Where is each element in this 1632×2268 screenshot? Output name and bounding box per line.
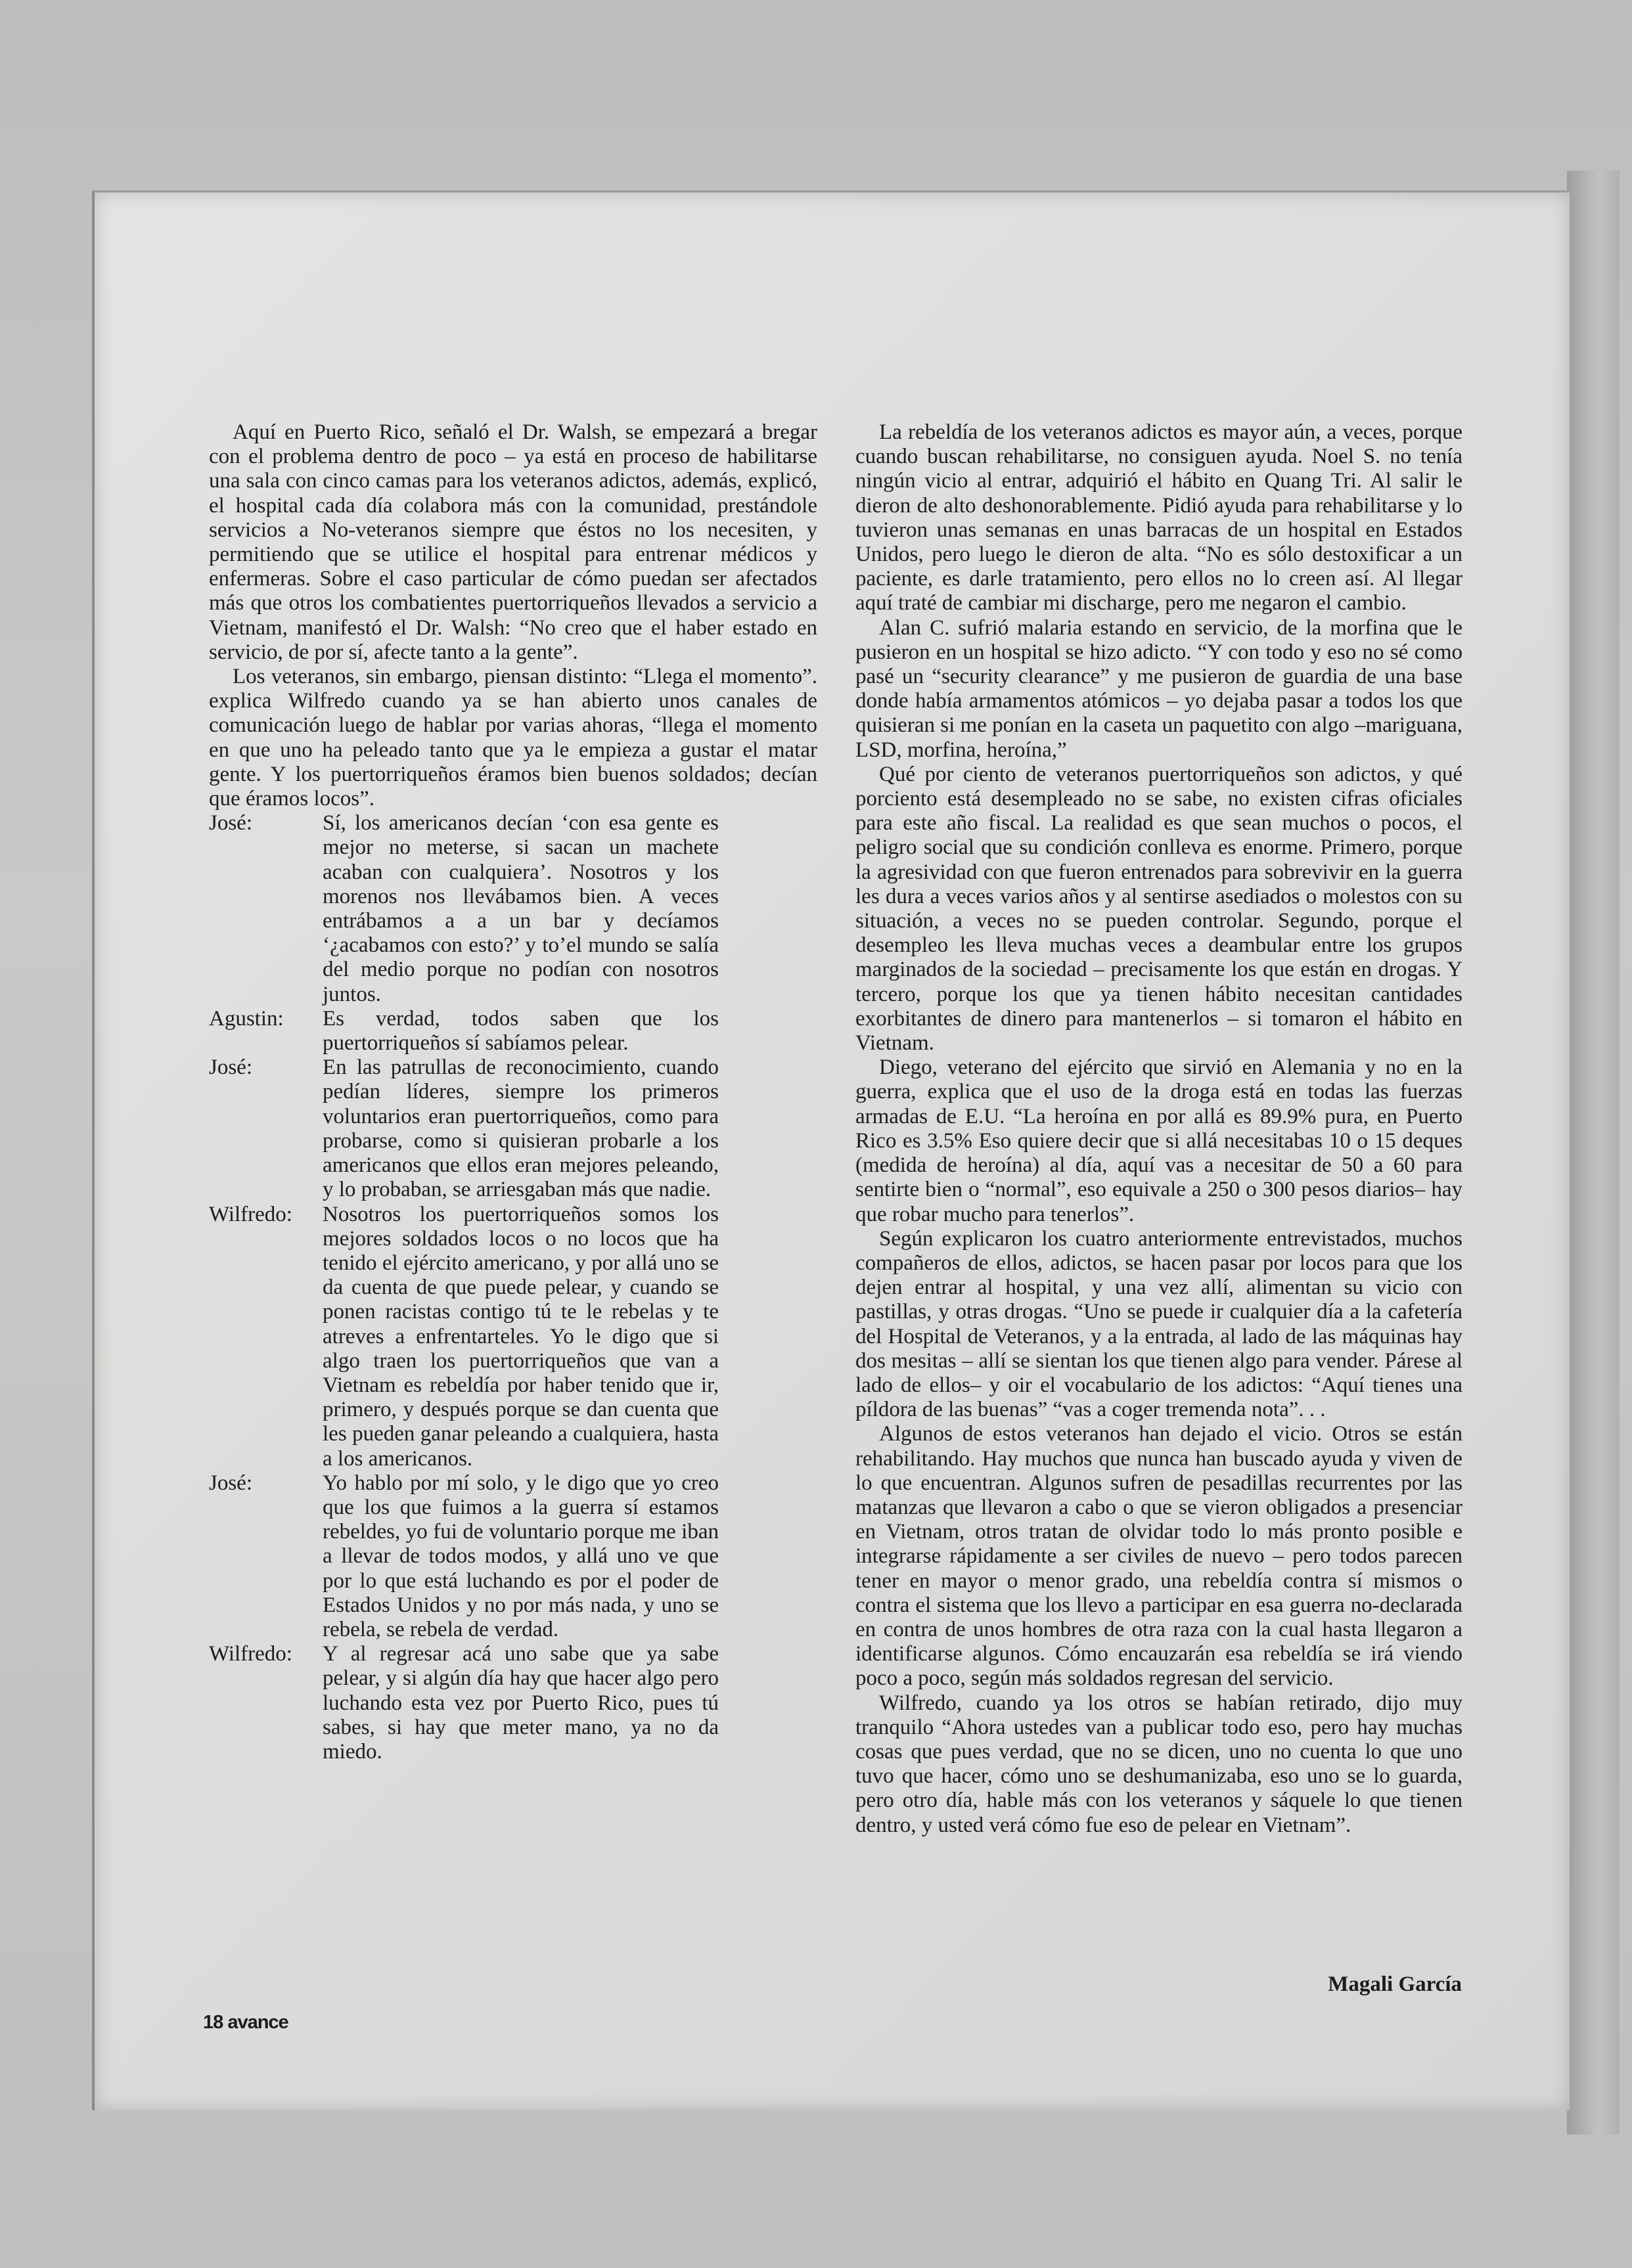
page-footer: 18 avance xyxy=(203,2012,288,2033)
dialogue-turn xyxy=(209,1203,817,1471)
speaker-text: Sí, los americanos decían ‘con esa gente es mejor no meterse, si sacan un machete acaban con cualquiera’. Nosotros y los morenos nos llevábamos bien. A veces entrábamos a a un bar y decíamos ‘¿acabamos con esto?’ y to’el mundo se salía del medio porque no podían con nosotros juntos. xyxy=(323,811,719,1006)
speaker-name: José: xyxy=(209,1471,252,1495)
speaker-text: Nosotros los puertorriqueños somos los mejores soldados locos o no locos que ha tenido el ejército americano, y por allá uno se da cuenta de que puede pelear, y cuando se ponen racistas contigo tú te le rebelas y te atreves a enfrentarteles. Yo le digo que si algo traen los puertorriqueños que van a Vietnam es rebeldía por haber tenido que ir, primero, y después porque se dan cuenta que les pueden ganar peleando a cualquiera, hasta a los americanos. xyxy=(323,1202,719,1471)
speaker-text: Y al regresar acá uno sabe que ya sabe pelear, y si algún día hay que hacer algo pero luchando esta vez por Puerto Rico, pues tú sabes, si hay que meter mano, ya no da miedo. xyxy=(323,1642,719,1764)
paragraph-walsh: Aquí en Puerto Rico, señaló el Dr. Walsh, se empezará a bregar con el problema dentro de poco – ya está en proceso de habilitarse una sala con cinco camas para los veteranos adictos, además, explicó, el hospital cada día colabora más con la comunidad, prestándole servicios a No-veteranos siempre que éstos no los necesiten, y permitiendo que se utilice el hospital para entrenar médicos y enfermeras. Sobre el caso particular de cómo puedan ser afectados más que otros los combatientes puertorriqueños llevados a servicio a Vietnam, manifestó el Dr. Walsh: “No creo que el haber estado en servicio, de por sí, afecte tanto a la gente”. xyxy=(209,420,817,664)
left-column xyxy=(209,420,817,1764)
speaker-text: En las patrullas de reconocimiento, cuando pedían líderes, siempre los primeros voluntarios eran puertorriqueños, como para probarse, como si quisieran probarle a los americanos que ellos eran mejores peleando, y lo probaban, se arriesgaban más que nadie. xyxy=(323,1056,719,1202)
paragraph-wilfredo-closing: Wilfredo, cuando ya los otros se habían retirado, dijo muy tranquilo “Ahora ustedes van a publicar todo eso, pero hay muchas cosas que pues verdad, que no se dicen, uno no cuenta lo que uno tuvo que hacer, cómo uno se deshumanizaba, eso uno se lo guarda, pero otro día, hable más con los veteranos y sáquele lo que tienen dentro, y usted verá cómo fue eso de pelear en Vietnam”. xyxy=(855,1691,1462,1837)
dialogue-turn xyxy=(209,1056,817,1202)
dialogue-turn xyxy=(209,1471,817,1642)
paragraph-hospital: Según explicaron los cuatro anteriormente entrevistados, muchos compañeros de ellos, adictos, se hacen pasar por locos para que los dejen entrar al hospital, y una vez allí, alimentan su vicio con pastillas, y otras drogas. “Uno se puede ir cualquier día a la cafetería del Hospital de Veteranos, y a la entrada, al lado de las máquinas hay dos mesitas – allí se sientan los que tienen algo para vender. Párese al lado de ellos– y oir el vocabulario de los adictos: “Aquí tienes una píldora de las buenas” “vas a coger tremenda nota”. . . xyxy=(855,1226,1462,1422)
dialogue-turn xyxy=(209,1007,817,1056)
speaker-text: Es verdad, todos saben que los puertorriqueños sí sabíamos pelear. xyxy=(323,1006,719,1056)
speaker-name: Wilfredo: xyxy=(209,1642,292,1666)
paragraph-diego: Diego, veterano del ejército que sirvió en Alemania y no en la guerra, explica que el uso de la droga está en todas las fuerzas armadas de E.U. “La heroína en por allá es 89.9% pura, en Puerto Rico es 3.5% Eso quiere decir que si allá necesitabas 10 o 15 deques (medida de heroína) al día, aquí vas a necesitar de 50 a 60 para sentirte bien o “normal”, eso equivale a 250 o 300 pesos diarios– hay que robar mucho para tenerlos”. xyxy=(855,1056,1462,1226)
speaker-text: Yo hablo por mí solo, y le digo que yo creo que los que fuimos a la guerra sí estamos rebeldes, yo fui de voluntario porque me iban a llevar de todos modos, y allá uno ve que por lo que está luchando es por el poder de Estados Unidos y no por más nada, y uno se rebela, se rebela de verdad. xyxy=(323,1471,719,1641)
speaker-name: José: xyxy=(209,811,252,835)
dialogue-turn xyxy=(209,811,817,1007)
speaker-name: Wilfredo: xyxy=(209,1202,292,1226)
right-column xyxy=(855,420,1462,1838)
interview-dialogue xyxy=(209,811,817,1764)
paragraph-alan: Alan C. sufrió malaria estando en servicio, de la morfina que le pusieron en un hospital se hizo adicto. “Y con todo y eso no sé como pasé un “security clearance” y me pusieron de guardia de una base donde había armamentos atómicos – yo dejaba pasar a todos los que quisieran si me ponían en la caseta un paquetito con algo –mariguana, LSD, morfina, heroína,” xyxy=(855,615,1462,762)
paragraph-rehabilitacion: Algunos de estos veteranos han dejado el vicio. Otros se están rehabilitando. Hay muchos que nunca han buscado ayuda y viven de lo que encuentran. Algunos sufren de pesadillas recurrentes por las matanzas que llevaron a cabo o que se vieron obligados a presenciar en Vietnam, otros tratan de olvidar todo lo más pronto posible e integrarse rápidamente a ser civiles de nuevo – pero todos parecen tener en mayor o menor grado, una rebeldía contra sí mismos o contra el sistema que los llevo a participar en esa guerra no-declarada en contra de unos hombres de otra raza con la cual hasta llegaron a identificarse algunos. Cómo encauzarán esa rebeldía se irá viendo poco a poco, según más soldados regresan del servicio. xyxy=(855,1422,1462,1691)
paragraph-rebeldia: La rebeldía de los veteranos adictos es mayor aún, a veces, porque cuando buscan rehabilitarse, no consiguen ayuda. Noel S. no tenía ningún vicio al entrar, adquirió el hábito en Quang Tri. Al salir le dieron de alto deshonorablemente. Pidió ayuda para rehabilitarse y lo tuvieron unas semanas en unas barracas de un hospital en Estados Unidos, pero luego le dieron de alta. “No es sólo destoxificar a un paciente, es darle tratamiento, pero ellos no lo creen así. Al llegar aquí traté de cambiar mi discharge, pero me negaron el cambio. xyxy=(855,420,1462,615)
dialogue-turn xyxy=(209,1642,817,1764)
speaker-name: José: xyxy=(209,1056,252,1080)
speaker-name: Agustin: xyxy=(209,1006,284,1031)
paragraph-porciento: Qué por ciento de veteranos puertorriqueños son adictos, y qué porciento está desempleado no se sabe, no existen cifras oficiales para este año fiscal. La realidad es que sean muchos o pocos, el peligro social que su condición conlleva es enorme. Primero, porque la agresividad con que fueron entrenados para sobrevivir en la guerra les dura a veces varios años y al sentirse asediados o molestos con su situación, a veces no se pueden controlar. Segundo, porque el desempleo les lleva muchas veces a deambular entre los grupos marginados de la sociedad – precisamente los que están en drogas. Y tercero, porque los que ya tienen hábito necesitan cantidades exorbitantes de dinero para mantenerlos – si tomaron el hábito en Vietnam. xyxy=(855,762,1462,1056)
paragraph-veterans: Los veteranos, sin embargo, piensan distinto: “Llega el momento”. explica Wilfredo cuando ya se han abierto unos canales de comunicación luego de hablar por varias ahoras, “llega el momento en que uno ha peleado tanto que ya le empieza a gustar el matar gente. Y los puertorriqueños éramos bien buenos soldados; decían que éramos locos”. xyxy=(209,665,817,811)
adjacent-page-edge xyxy=(1567,171,1620,2135)
author-byline: Magali García xyxy=(1328,1972,1462,1996)
